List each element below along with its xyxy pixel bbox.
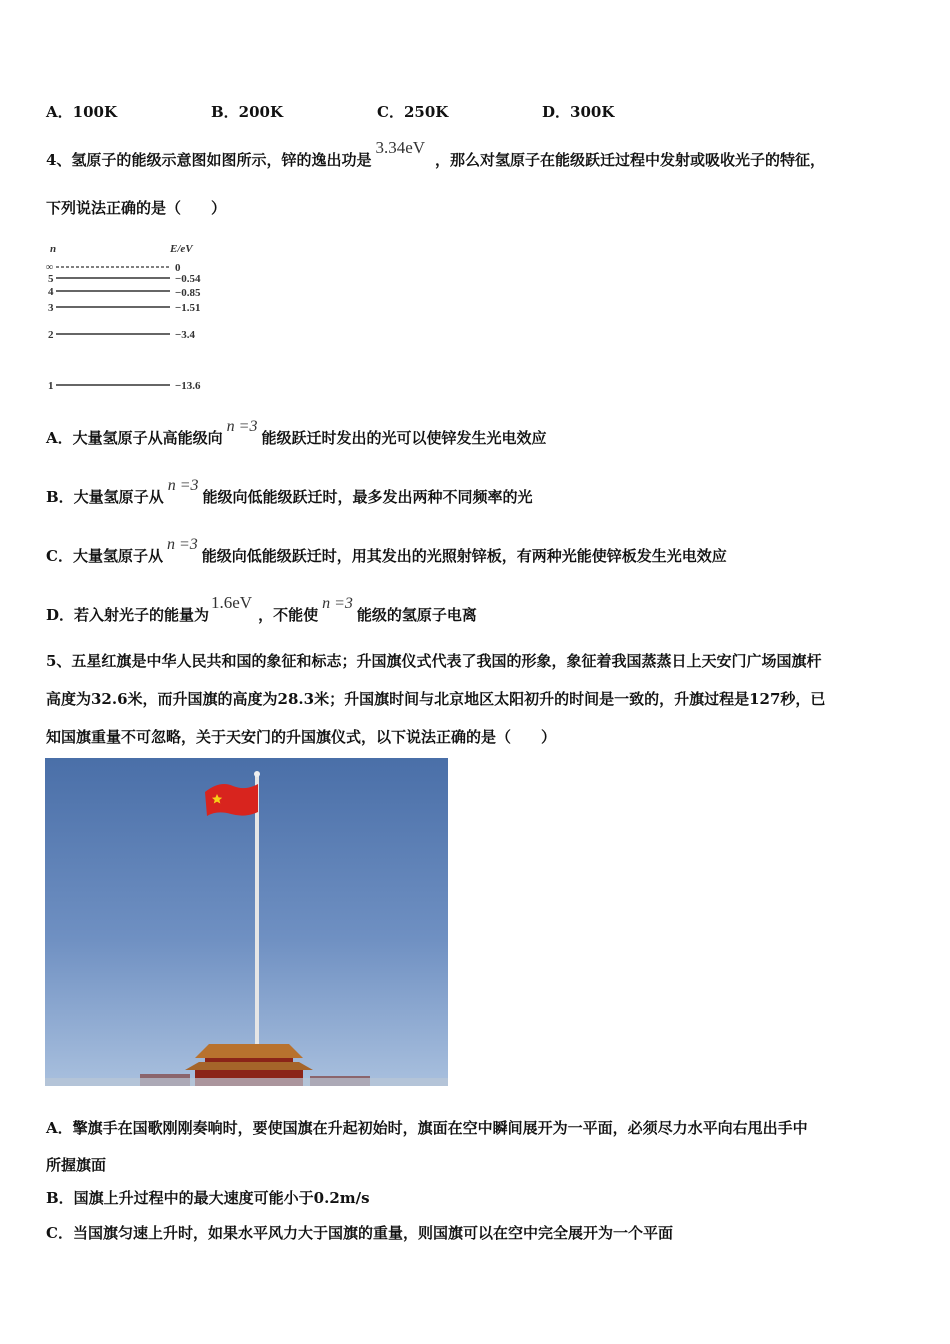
energy-level-diagram [44, 238, 224, 398]
diagram-col-e: E/eV [170, 243, 193, 255]
q5-option-a-line1[interactable]: A．擎旗手在国歌刚刚奏响时，要使国旗在升起初始时，旗面在空中瞬间展开为一平面，必须尽力水平向右甩出手中 [46, 1119, 808, 1137]
level-n-5: 5 [48, 273, 54, 285]
level-n-inf: ∞ [46, 262, 54, 273]
q4-stem-line2: 下列说法正确的是（ ） [46, 199, 227, 217]
q3-option-a[interactable]: A．100K [46, 103, 117, 121]
q4-option-d-post: 能级的氢原子电离 [356, 606, 477, 624]
flagpole [255, 774, 259, 1086]
level-n-1: 1 [48, 380, 54, 392]
tiananmen-flag-photo [45, 758, 448, 1086]
gate-lower-roof [185, 1062, 313, 1070]
q4-option-d-math1: 1.6eV [211, 593, 253, 612]
q4-stem-value: 3.34eV [375, 138, 426, 157]
flagpole-finial [254, 771, 260, 777]
level-e-inf: 0 [175, 262, 181, 274]
q4-option-a-pre: A．大量氢原子从高能级向 [46, 429, 223, 447]
q4-option-d-math2: n =3 [322, 595, 353, 612]
level-n-3: 3 [48, 302, 54, 314]
q4-option-d-pre: D．若入射光子的能量为 [46, 606, 210, 624]
q3-option-c[interactable]: C．250K [377, 103, 449, 121]
q5-stem-line1: 5、五星红旗是中华人民共和国的象征和标志；升国旗仪式代表了我国的形象，象征着我国蒸蒸日上天安门广场国旗杆 [46, 652, 822, 670]
q4-option-a-math: n =3 [226, 418, 258, 435]
q4-stem-part1: 4、氢原子的能级示意图如图所示，锌的逸出功是 [46, 151, 372, 169]
q5-option-c[interactable]: C．当国旗匀速上升时，如果水平风力大于国旗的重量，则国旗可以在空中完全展开为一个平面 [46, 1224, 673, 1242]
level-e-1: −13.6 [175, 380, 201, 392]
q5-stem-line3: 知国旗重量不可忽略，关于天安门的升国旗仪式，以下说法正确的是（ ） [46, 728, 557, 746]
ground-haze [45, 1078, 448, 1086]
q4-option-b[interactable] [46, 477, 533, 508]
q4-stem-line1 [46, 138, 826, 170]
level-n-2: 2 [48, 329, 54, 341]
level-e-3: −1.51 [175, 302, 201, 314]
q3-option-d[interactable]: D．300K [542, 103, 615, 121]
q3-option-b[interactable]: B．200K [211, 103, 284, 121]
q4-option-b-pre: B．大量氢原子从 [46, 488, 164, 506]
diagram-col-n: n [50, 243, 57, 255]
q4-option-a-post: 能级跃迁时发出的光可以使锌发生光电效应 [261, 429, 547, 447]
level-n-4: 4 [48, 286, 54, 298]
q4-option-d[interactable] [46, 593, 477, 626]
q4-stem-part2: ，那么对氢原子在能级跃迁过程中发射或吸收光子的特征， [435, 151, 826, 169]
q4-option-c[interactable] [46, 536, 727, 567]
q4-option-b-post: 能级向低能级跃迁时，最多发出两种不同频率的光 [202, 488, 533, 506]
q4-option-b-math: n =3 [167, 477, 199, 494]
level-e-2: −3.4 [175, 329, 196, 341]
level-e-5: −0.54 [175, 273, 201, 285]
q4-option-c-math: n =3 [166, 536, 198, 553]
q5-stem-line2: 高度为32.6米，而升国旗的高度为28.3米；升国旗时间与北京地区太阳初升的时间是一致的，升旗过程是127秒，已 [46, 690, 826, 708]
q4-option-a[interactable] [46, 418, 547, 449]
q5-option-a-line2: 所握旗面 [46, 1156, 107, 1174]
flag [205, 784, 258, 816]
gate-upper-roof [195, 1044, 303, 1058]
q4-option-c-post: 能级向低能级跃迁时，用其发出的光照射锌板，有两种光能使锌板发生光电效应 [201, 547, 727, 565]
q4-option-d-mid: ，不能使 [258, 606, 319, 624]
level-e-4: −0.85 [175, 287, 201, 299]
q5-option-b[interactable]: B．国旗上升过程中的最大速度可能小于0.2m/s [46, 1189, 370, 1207]
q4-option-c-pre: C．大量氢原子从 [46, 547, 163, 565]
